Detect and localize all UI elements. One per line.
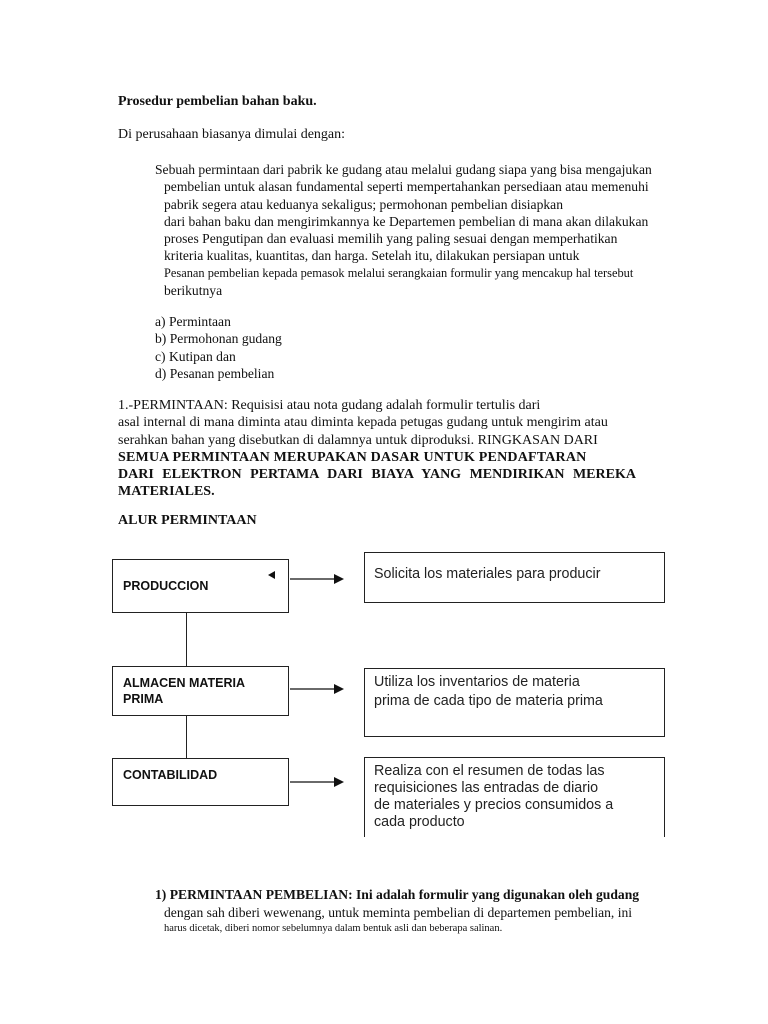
desc-box-2 bbox=[364, 668, 665, 737]
box-contabilidad-label: CONTABILIDAD bbox=[123, 768, 218, 782]
paragraph-3 bbox=[146, 886, 639, 935]
connector-line bbox=[186, 613, 187, 666]
desc-3-line-4: cada producto bbox=[374, 814, 465, 830]
para1-line-7: Pesanan pembelian kepada pemasok melalui serangkaian formulir yang mencakup hal tersebut bbox=[164, 265, 634, 280]
small-arrowhead-icon bbox=[266, 570, 276, 580]
para2-line-2: asal internal di mana diminta atau diminta kepada petugas gudang untuk mengirim atau bbox=[118, 415, 608, 431]
para3-line-1: 1) PERMINTAAN PEMBELIAN: Ini adalah formulir yang digunakan oleh gudang bbox=[155, 887, 640, 902]
para2-line-4: SEMUA PERMINTAAN MERUPAKAN DASAR UNTUK PENDAFTARAN bbox=[118, 449, 587, 465]
para3-line-2: dengan sah diberi wewenang, untuk meminta pembelian di departemen pembelian, ini bbox=[164, 905, 633, 920]
box-produccion-label: PRODUCCION bbox=[123, 579, 209, 593]
para2-line-3: serahkan bahan yang disebutkan di dalamnya untuk diproduksi. RINGKASAN DARI bbox=[118, 432, 598, 448]
para3-line-3: harus dicetak, diberi nomor sebelumnya dalam bentuk asli dan beberapa salinan. bbox=[164, 923, 503, 934]
paragraph-2 bbox=[118, 397, 636, 501]
paragraph-1 bbox=[146, 161, 652, 299]
document-title: Prosedur pembelian bahan baku. bbox=[118, 94, 317, 109]
list-item: b) Permohonan gudang bbox=[155, 331, 282, 347]
desc-3-line-2: requisiciones las entradas de diario bbox=[374, 780, 599, 796]
connector-line bbox=[186, 716, 187, 758]
list-item: a) Permintaan bbox=[155, 314, 231, 329]
para1-line-3: pabrik segera atau keduanya sekaligus; permohonan pembelian disiapkan bbox=[164, 196, 563, 212]
para2-line-6: MATERIALES. bbox=[118, 484, 215, 500]
list-item: d) Pesanan pembelian bbox=[155, 365, 275, 381]
box-almacen-label-1: ALMACEN MATERIA bbox=[123, 676, 245, 690]
arrow-right-icon bbox=[290, 682, 346, 696]
box-almacen bbox=[112, 666, 289, 716]
desc-3-line-1: Realiza con el resumen de todas las bbox=[374, 763, 605, 779]
box-produccion bbox=[112, 559, 289, 613]
desc-1: Solicita los materiales para producir bbox=[374, 566, 601, 582]
box-contabilidad bbox=[112, 758, 289, 806]
para1-line-2: pembelian untuk alasan fundamental seperti mempertahankan persediaan atau memenuhi bbox=[164, 179, 649, 195]
para1-line-1: Sebuah permintaan dari pabrik ke gudang atau melalui gudang siapa yang bisa mengajukan bbox=[155, 162, 652, 177]
desc-2-line-2: prima de cada tipo de materia prima bbox=[374, 693, 603, 709]
list-item: c) Kutipan dan bbox=[155, 348, 236, 364]
desc-box-3 bbox=[364, 757, 665, 837]
arrow-right-icon bbox=[290, 775, 346, 789]
desc-2-line-1: Utiliza los inventarios de materia bbox=[374, 674, 580, 690]
para2-line-5: DARI ELEKTRON PERTAMA DARI BIAYA YANG MENDIRIKAN MEREKA bbox=[118, 467, 636, 483]
para1-line-6: kriteria kualitas, kuantitas, dan harga. Setelah itu, dilakukan persiapan untuk bbox=[164, 248, 580, 264]
para1-line-8: berikutnya bbox=[164, 283, 223, 299]
intro-text: Di perusahaan biasanya dimulai dengan: bbox=[118, 127, 346, 142]
para1-line-4: dari bahan baku dan mengirimkannya ke Departemen pembelian di mana akan dilakukan bbox=[164, 213, 649, 229]
box-almacen-label-2: PRIMA bbox=[123, 692, 164, 706]
arrow-right-icon bbox=[290, 572, 346, 586]
item-list bbox=[146, 313, 282, 382]
para1-line-5: proses Pengutipan dan evaluasi memilih yang paling sesuai dengan memperhatikan bbox=[164, 231, 618, 247]
flow-heading: ALUR PERMINTAAN bbox=[118, 513, 257, 528]
desc-box-1 bbox=[364, 552, 665, 603]
desc-3-line-3: de materiales y precios consumidos a bbox=[374, 797, 614, 813]
para2-line-1: 1.-PERMINTAAN: Requisisi atau nota gudang adalah formulir tertulis dari bbox=[118, 398, 541, 413]
